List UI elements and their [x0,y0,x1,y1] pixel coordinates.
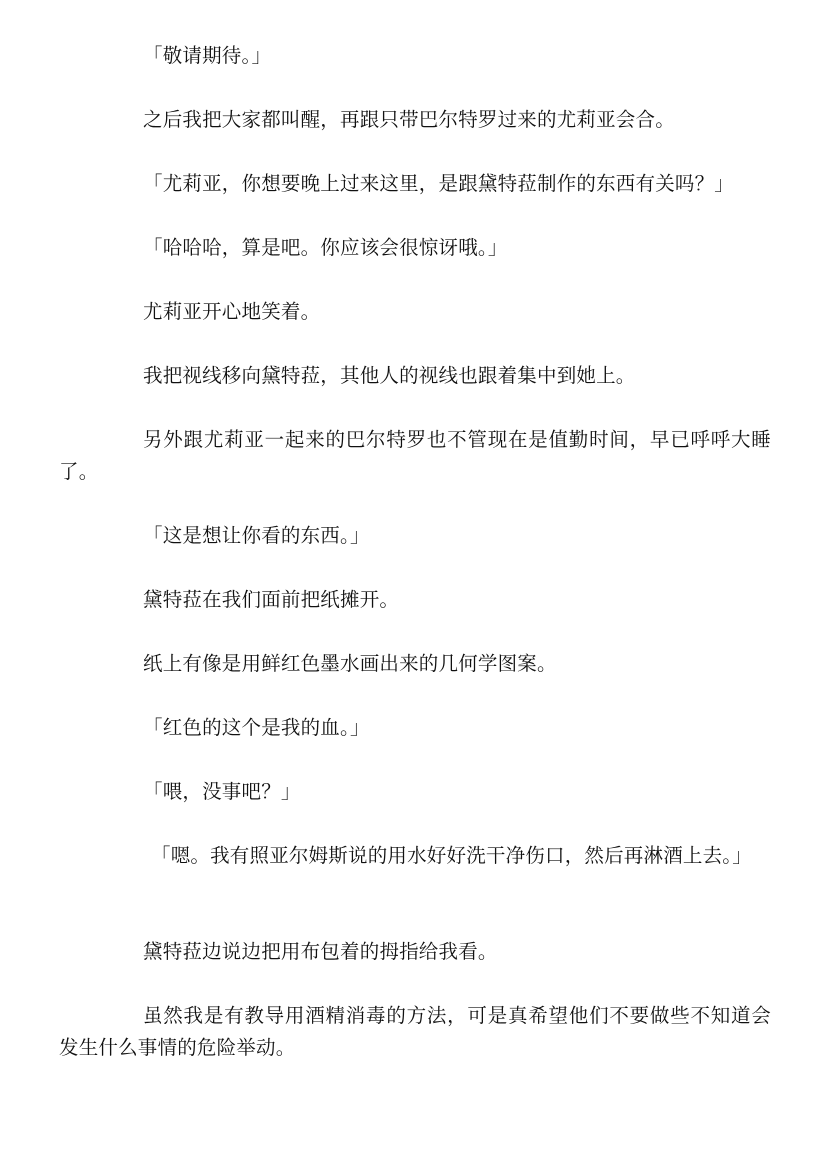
paragraph-5: 尤莉亚开心地笑着。 [143,300,321,323]
paragraph-1: 「敬请期待。」 [143,44,272,67]
paragraph-12: 「喂，没事吧？」 [143,780,301,803]
paragraph-15: 虽然我是有教导用酒精消毒的方法，可是真希望他们不要做些不知道会发生什么事情的危险举动。 [59,1004,771,1059]
paragraph-14: 黛特菈边说边把用布包着的拇指给我看。 [143,940,498,963]
paragraph-10: 纸上有像是用鲜红色墨水画出来的几何学图案。 [143,652,557,675]
paragraph-4: 「哈哈哈，算是吧。你应该会很惊讶哦。」 [143,236,508,259]
paragraph-8: 「这是想让你看的东西。」 [143,524,370,547]
paragraph-13: 「嗯。我有照亚尔姆斯说的用水好好洗干净伤口，然后再淋酒上去。」 [151,844,752,867]
paragraph-7: 另外跟尤莉亚一起来的巴尔特罗也不管现在是值勤时间，早已呼呼大睡了。 [59,428,771,483]
paragraph-11: 「红色的这个是我的血。」 [143,716,370,739]
paragraph-9: 黛特菈在我们面前把纸摊开。 [143,588,400,611]
paragraph-6: 我把视线移向黛特菈，其他人的视线也跟着集中到她上。 [143,364,636,387]
paragraph-3: 「尤莉亚，你想要晚上过来这里，是跟黛特菈制作的东西有关吗？」 [143,172,735,195]
paragraph-2: 之后我把大家都叫醒，再跟只带巴尔特罗过来的尤莉亚会合。 [143,108,675,131]
